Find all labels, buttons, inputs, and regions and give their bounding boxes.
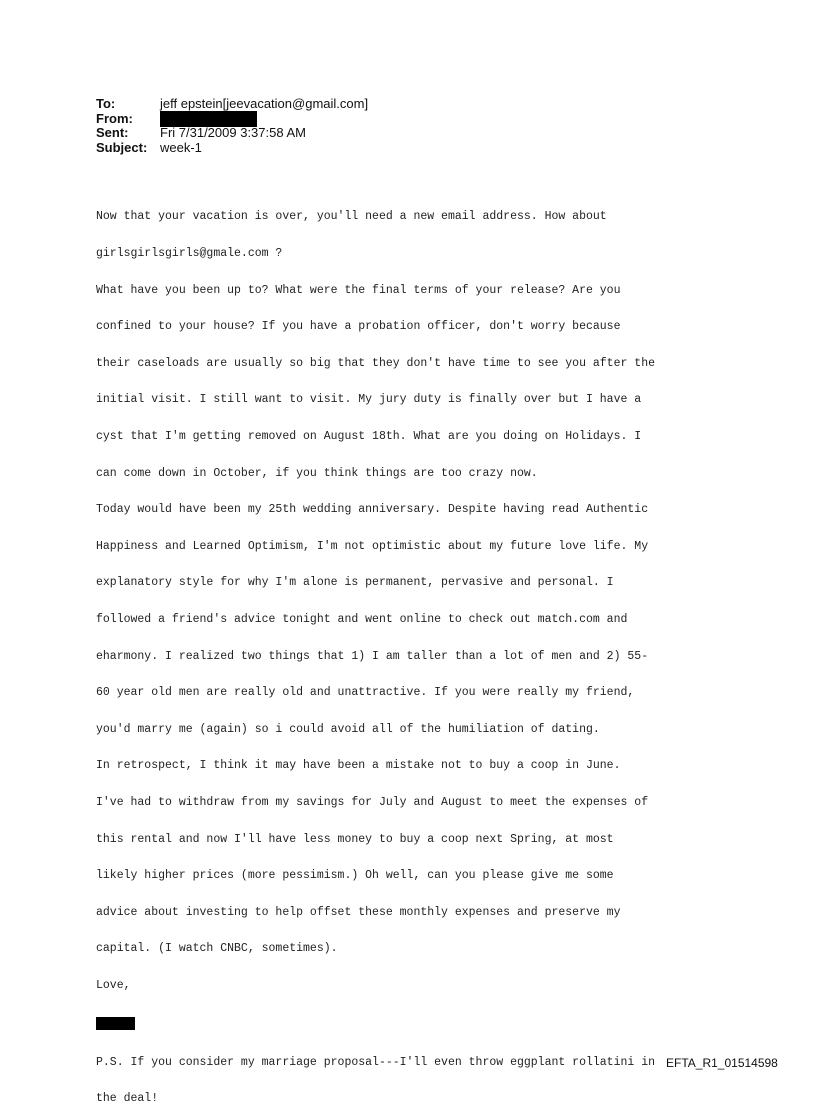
body-line: can come down in October, if you think things are too crazy now. [96, 466, 538, 480]
body-line: 60 year old men are really old and unattractive. If you were really my friend, [96, 686, 635, 700]
body-line: advice about investing to help offset these monthly expenses and preserve my [96, 905, 621, 919]
body-line: eharmony. I realized two things that 1) I am taller than a lot of men and 2) 55- [96, 649, 649, 663]
body-line: this rental and now I'll have less money to buy a coop next Spring, at most [96, 832, 614, 846]
sent-value: Fri 7/31/2009 3:37:58 AM [160, 125, 306, 140]
body-line: confined to your house? If you have a probation officer, don't worry because [96, 320, 621, 334]
from-label: From: [96, 110, 133, 126]
body-line: likely higher prices (more pessimism.) Oh well, can you please give me some [96, 869, 614, 883]
body-line: Love, [96, 978, 131, 992]
to-row [96, 97, 368, 112]
signature-row [96, 1016, 655, 1032]
email-header [96, 97, 368, 155]
subject-row [96, 141, 368, 156]
body-line: cyst that I'm getting removed on August 18th. What are you doing on Holidays. I [96, 429, 642, 443]
ps-line: P.S. If you consider my marriage proposal---I'll even throw eggplant rollatini in [96, 1055, 655, 1069]
body-line: explanatory style for why I'm alone is permanent, pervasive and personal. I [96, 576, 614, 590]
body-line: you'd marry me (again) so i could avoid all of the humiliation of dating. [96, 722, 600, 736]
body-line: followed a friend's advice tonight and went online to check out match.com and [96, 612, 628, 626]
body-line: initial visit. I still want to visit. My jury duty is finally over but I have a [96, 393, 642, 407]
body-line: In retrospect, I think it may have been a mistake not to buy a coop in June. [96, 759, 621, 773]
body-line: I've had to withdraw from my savings for July and August to meet the expenses of [96, 795, 649, 809]
to-value: jeff epstein[jeevacation@gmail.com] [160, 96, 369, 111]
document-id: EFTA_R1_01514598 [666, 1056, 778, 1070]
body-line: Now that your vacation is over, you'll need a new email address. How about [96, 210, 607, 224]
body-line: Today would have been my 25th wedding anniversary. Despite having read Authentic [96, 503, 649, 517]
body-line: their caseloads are usually so big that they don't have time to see you after the [96, 356, 655, 370]
ps-line: the deal! [96, 1092, 159, 1106]
signature-redaction [96, 1017, 135, 1030]
email-body [96, 187, 655, 1118]
body-line: capital. (I watch CNBC, sometimes). [96, 942, 338, 956]
from-row [96, 112, 368, 127]
body-line: What have you been up to? What were the final terms of your release? Are you [96, 283, 621, 297]
sent-label: Sent: [96, 125, 129, 140]
to-label: To: [96, 96, 116, 111]
subject-value: week-1 [160, 139, 202, 155]
subject-label: Subject: [96, 139, 148, 155]
sent-row [96, 126, 368, 141]
body-line: girlsgirlsgirls@gmale.com ? [96, 247, 283, 260]
body-line: Happiness and Learned Optimism, I'm not optimistic about my future love life. My [96, 539, 649, 553]
